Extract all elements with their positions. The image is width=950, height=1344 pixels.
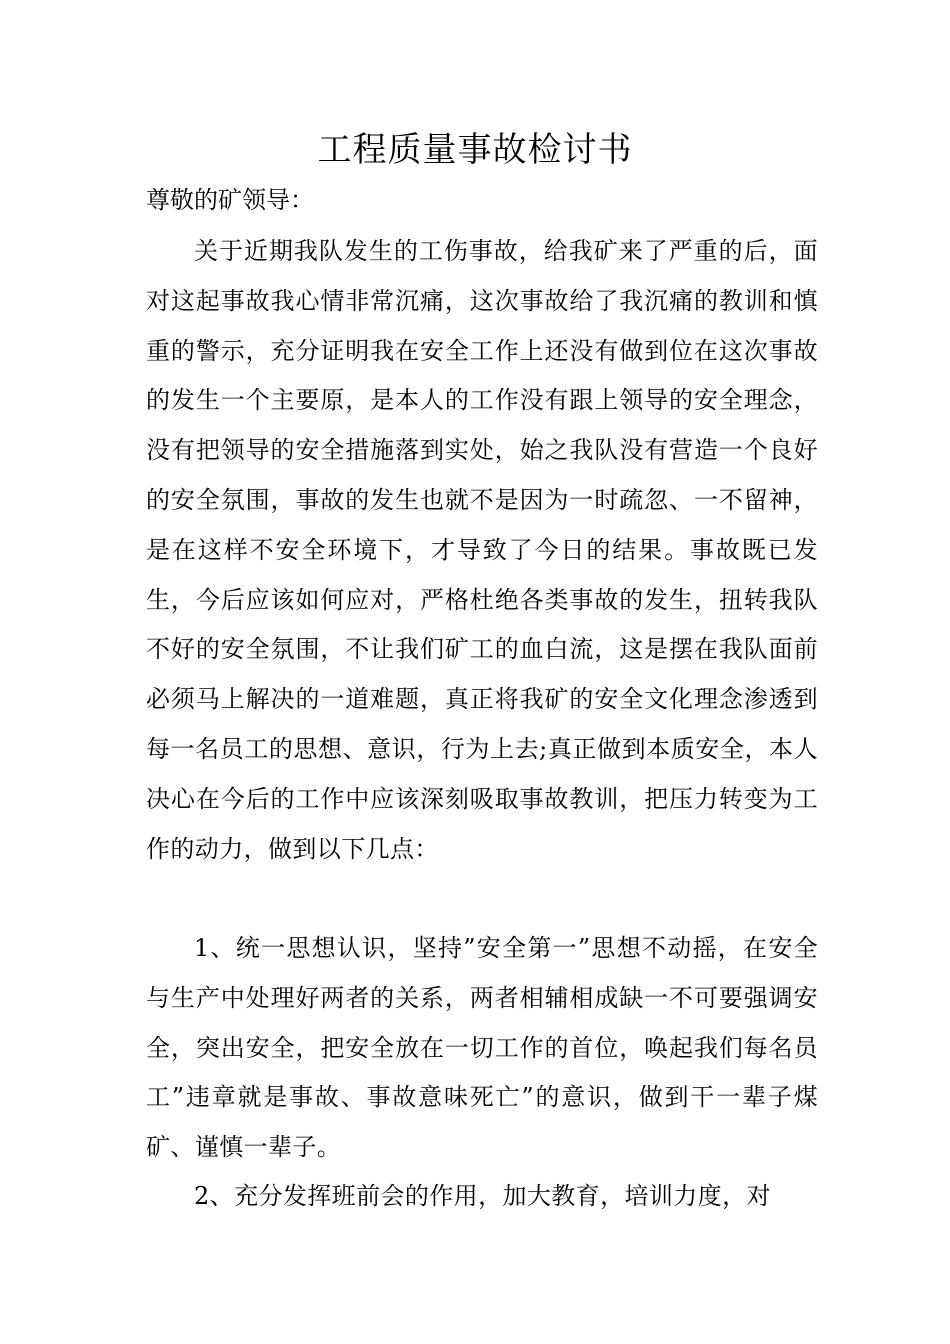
paragraph-intro: 关于近期我队发生的工伤事故，给我矿来了严重的后，面对这起事故我心情非常沉痛，这次事故给了我沉痛的教训和慎重的警示，充分证明我在安全工作上还没有做到位在这次事故的发生一个主要原，是本人的工作没有跟上领导的安全理念，没有把领导的安全措施落到实处，始之我队没有营造一个良好的安全氛围，事故的发生也就不是因为一时疏忽、一不留神，是在这样不安全环境下，才导致了今日的结果。事故既已发生，今后应该如何应对，严格杜绝各类事故的发生，扭转我队不好的安全氛围，不让我们矿工的血白流，这是摆在我队面前必须马上解决的一道难题，真正将我矿的安全文化理念渗透到每一名员工的思想、意识，行为上去;真正做到本质安全，本人决心在今后的工作中应该深刻吸取事故教训，把压力转变为工作的动力，做到以下几点： <box>146 237 818 863</box>
paragraph-point-1: 1、统一思想认识，坚持”安全第一”思想不动摇，在安全与生产中处理好两者的关系，两者相辅相成缺一不可要强调安全，突出安全，把安全放在一切工作的首位，唤起我们每名员工”违章就是事故、事故意味死亡”的意识，做到干一辈子煤矿、谨慎一辈子。 <box>146 934 818 1162</box>
document-title: 工程质量事故检讨书 <box>317 130 633 170</box>
salutation: 尊敬的矿领导： <box>146 186 314 214</box>
paragraph-point-2: 2、充分发挥班前会的作用，加大教育，培训力度，对 <box>194 1182 771 1210</box>
